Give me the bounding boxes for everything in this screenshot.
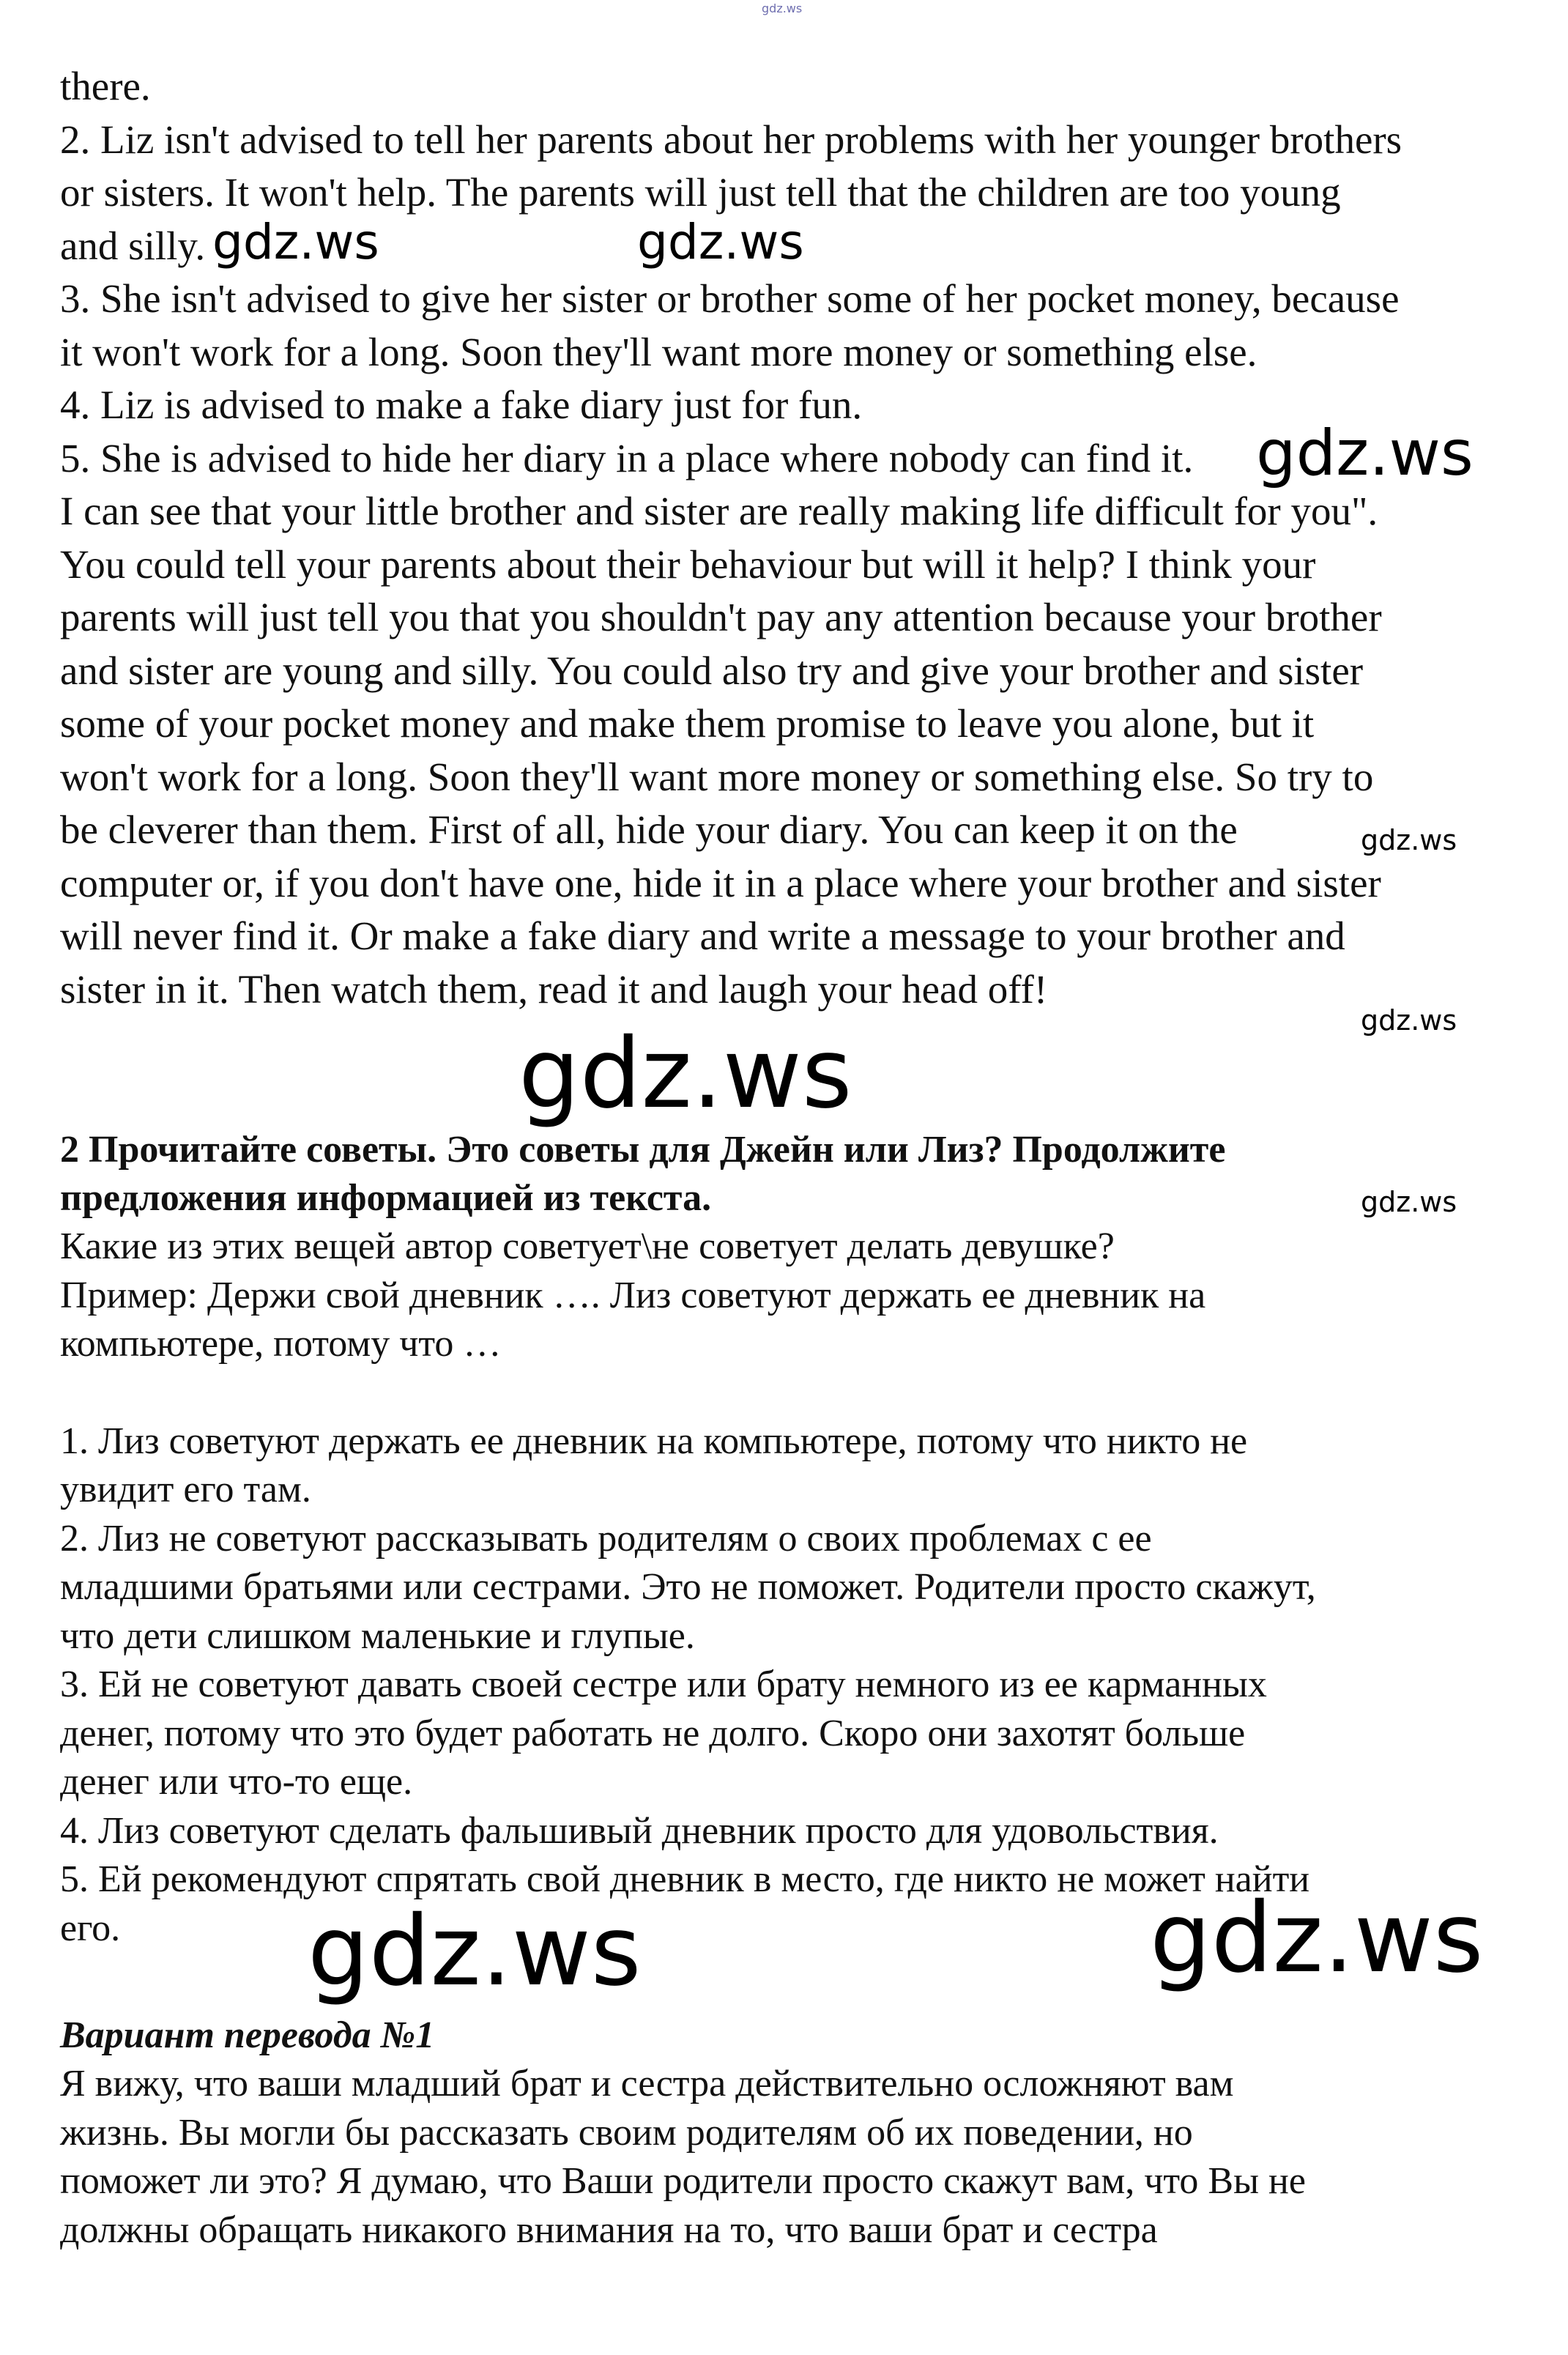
text-line: 5. Ей рекомендуют спрятать свой дневник в место, где никто не может найти (60, 1858, 1310, 1900)
watermark: gdz.ws (1256, 417, 1474, 490)
text-line: there. (60, 64, 151, 108)
watermark: gdz.ws (1150, 1882, 1484, 1995)
text-line: Какие из этих вещей автор советует\не советует делать девушке? (60, 1225, 1115, 1267)
task-title-line: предложения информацией из текста. (60, 1177, 712, 1219)
text-line: Пример: Держи свой дневник …. Лиз советуют держать ее дневник на (60, 1274, 1206, 1316)
text-line: денег или что-то еще. (60, 1761, 413, 1803)
task-title-line: 2 Прочитайте советы. Это советы для Джейн или Лиз? Продолжите (60, 1129, 1226, 1171)
text-line: поможет ли это? Я думаю, что Ваши родители просто скажут вам, что Вы не (60, 2160, 1306, 2202)
english-text-block (60, 485, 1525, 1016)
russian-answers-block (60, 1417, 1525, 1954)
text-line: be cleverer than them. First of all, hide your diary. You can keep it on the (60, 807, 1238, 852)
watermark: gdz.ws (1361, 1186, 1457, 1218)
text-line: 2. Liz isn't advised to tell her parents about her problems with her younger brothers (60, 116, 1402, 162)
text-line: won't work for a long. Soon they'll want more money or something else. So try to (60, 754, 1374, 799)
text-line: and silly. (60, 223, 206, 268)
translation-title: Вариант перевода №1 (60, 2014, 435, 2056)
text-line: 2. Лиз не советуют рассказывать родителям о своих проблемах с ее (60, 1517, 1152, 1560)
text-line: You could tell your parents about their behaviour but will it help? I think your (60, 541, 1316, 587)
text-line: parents will just tell you that you shouldn't pay any attention because your brother (60, 595, 1382, 639)
task-instructions (60, 1223, 1525, 1369)
text-line: 3. Ей не советуют давать своей сестре или брату немного из ее карманных (60, 1664, 1267, 1705)
watermark: gdz.ws (1361, 1004, 1457, 1036)
text-line: 5. She is advised to hide her diary in a place where nobody can find it. (60, 435, 1194, 481)
text-line: sister in it. Then watch them, read it and laugh your head off! (60, 966, 1048, 1012)
text-line: I can see that your little brother and sister are really making life difficult for you". (60, 489, 1378, 533)
text-line: Я вижу, что ваши младший брат и сестра действительно осложняют вам (60, 2063, 1234, 2104)
text-line: денег, потому что это будет работать не долго. Скоро они захотят больше (60, 1712, 1246, 1754)
translation-block (60, 2060, 1525, 2255)
text-line: увидит его там. (60, 1469, 311, 1510)
text-line: компьютере, потому что … (60, 1323, 502, 1365)
watermark: gdz.ws (637, 214, 804, 270)
text-line: 4. Лиз советуют сделать фальшивый дневник просто для удовольствия. (60, 1809, 1219, 1852)
text-line: 4. Liz is advised to make a fake diary just for fun. (60, 382, 863, 427)
text-line: младшими братьями или сестрами. Это не поможет. Родители просто скажут, (60, 1566, 1316, 1608)
text-line: some of your pocket money and make them promise to leave you alone, but it (60, 701, 1315, 746)
text-line: computer or, if you don't have one, hide it in a place where your brother and sister (60, 860, 1381, 905)
text-line: должны обращать никакого внимания на то, что ваши брат и сестра (60, 2208, 1158, 2251)
text-line: will never find it. Or make a fake diary and write a message to your brother and (60, 913, 1345, 958)
text-line: жизнь. Вы могли бы рассказать своим родителям об их поведении, но (60, 2111, 1193, 2154)
task-heading (60, 1126, 1525, 1223)
text-line: and sister are young and silly. You could also try and give your brother and sister (60, 648, 1364, 693)
watermark-top: gdz.ws (762, 1, 803, 15)
watermark: gdz.ws (212, 214, 379, 270)
text-line: or sisters. It won't help. The parents will just tell that the children are too young (60, 170, 1341, 215)
watermark: gdz.ws (308, 1895, 642, 2008)
watermark: gdz.ws (1361, 824, 1457, 856)
text-line: 3. She isn't advised to give her sister or brother some of her pocket money, because (60, 276, 1400, 321)
text-line: 1. Лиз советуют держать ее дневник на компьютере, потому что никто не (60, 1420, 1248, 1462)
text-line: его. (60, 1907, 121, 1949)
spacer (60, 1369, 1525, 1417)
text-line: что дети слишком маленькие и глупые. (60, 1614, 695, 1657)
watermark: gdz.ws (519, 1017, 852, 1130)
text-line: it won't work for a long. Soon they'll want more money or something else. (60, 329, 1257, 374)
